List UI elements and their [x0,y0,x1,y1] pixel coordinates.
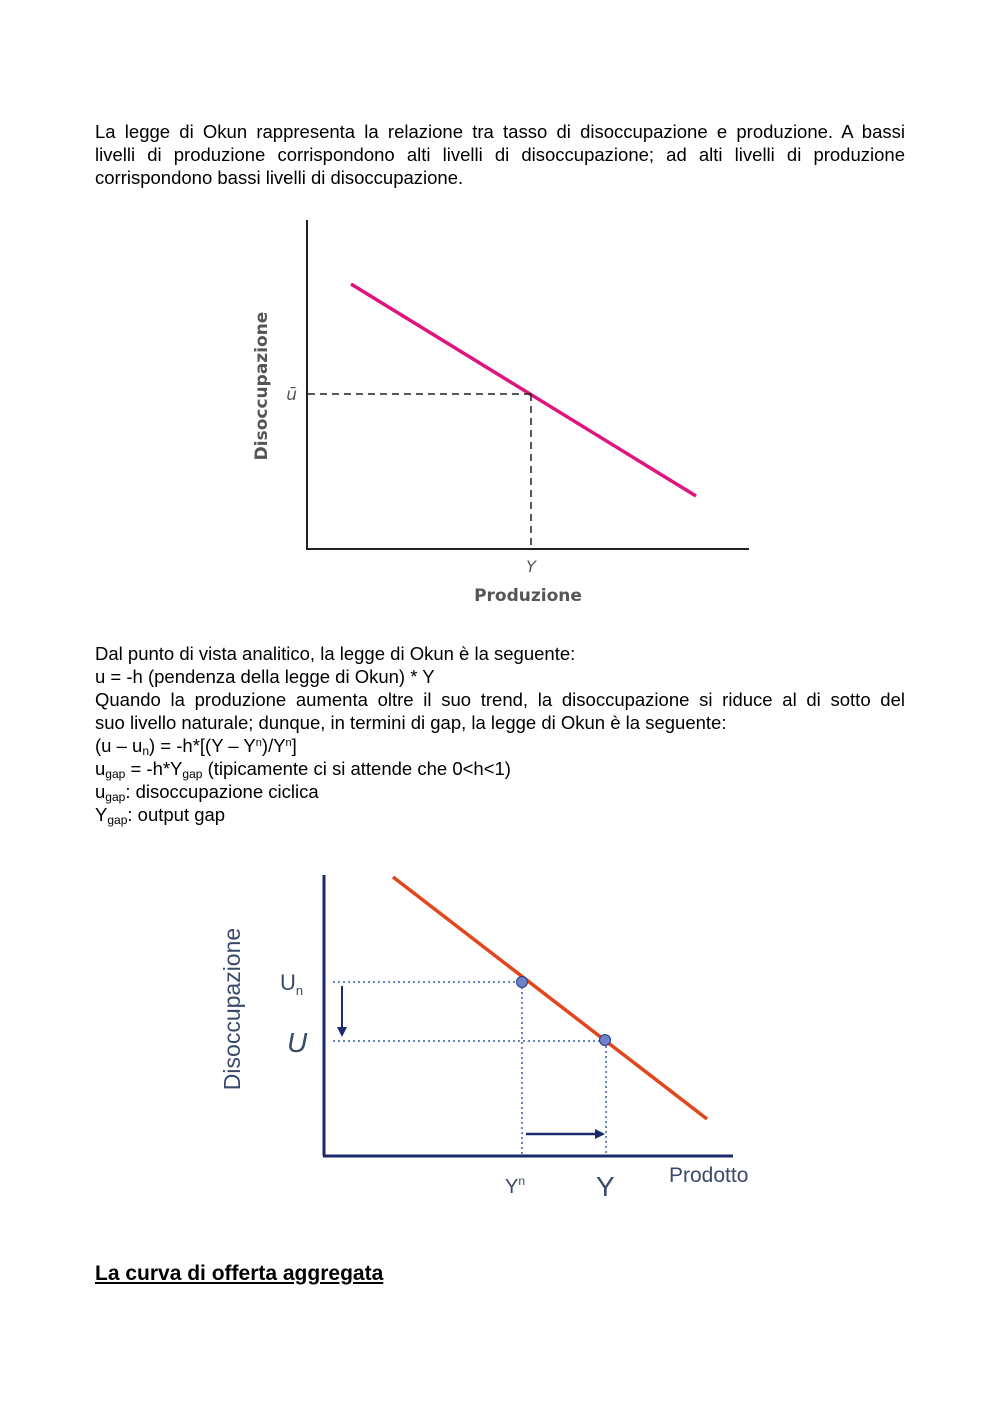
okun-line [351,284,696,496]
definition-ygap: $Y_{gap}$: output gap [95,804,226,827]
formula-ugap: $u_{gap} = -h*Y_{gap}$ (tipicamente ci si attende che 0<h<1) [95,758,511,781]
analytic-section [95,642,905,826]
u-label: U [287,1027,308,1058]
formula-gap: $(u - u_n) = -h*[(Y - Y^n)/Y^n]$ [95,735,297,758]
yn-label: $Y^n$ [505,1174,526,1198]
u-bar-label: ū [286,385,297,405]
intro-line: corrispondono bassi livelli di disoccupazione. [95,167,464,188]
actual-point [600,1035,611,1046]
y-axis-title: Disoccupazione [219,927,245,1091]
un-label: $U_n$ [280,970,304,998]
text-line: u = -h (pendenza della legge di Okun) * Y [95,666,435,687]
text-line: Quando la produzione aumenta oltre il suo trend, la disoccupazione si riduce al di sotto del [95,689,905,710]
okun-diagram-2 [0,850,1000,1220]
okun-diagram-1 [0,200,1000,620]
y-label: Y [526,557,536,576]
intro-paragraph [95,120,905,189]
okun-line [393,877,707,1119]
intro-line: livelli di produzione corrispondono alti livelli di disoccupazione; ad alti livelli di produzione [95,144,905,165]
section-heading: La curva di offerta aggregata [95,1262,384,1285]
y-axis-title: Disoccupazione [252,311,272,461]
intro-line: La legge di Okun rappresenta la relazione tra tasso di disoccupazione e produzione. A bassi [95,121,905,142]
text-line: suo livello naturale; dunque, in termini di gap, la legge di Okun è la seguente: [95,712,727,733]
text-line: Dal punto di vista analitico, la legge di Okun è la seguente: [95,643,576,664]
definition-ugap: $u_{gap}$: disoccupazione ciclica [95,781,319,804]
x-axis-title: Prodotto [669,1164,749,1187]
natural-point [517,977,528,988]
y-label: Y [596,1171,615,1202]
x-axis-title: Produzione [474,586,582,606]
